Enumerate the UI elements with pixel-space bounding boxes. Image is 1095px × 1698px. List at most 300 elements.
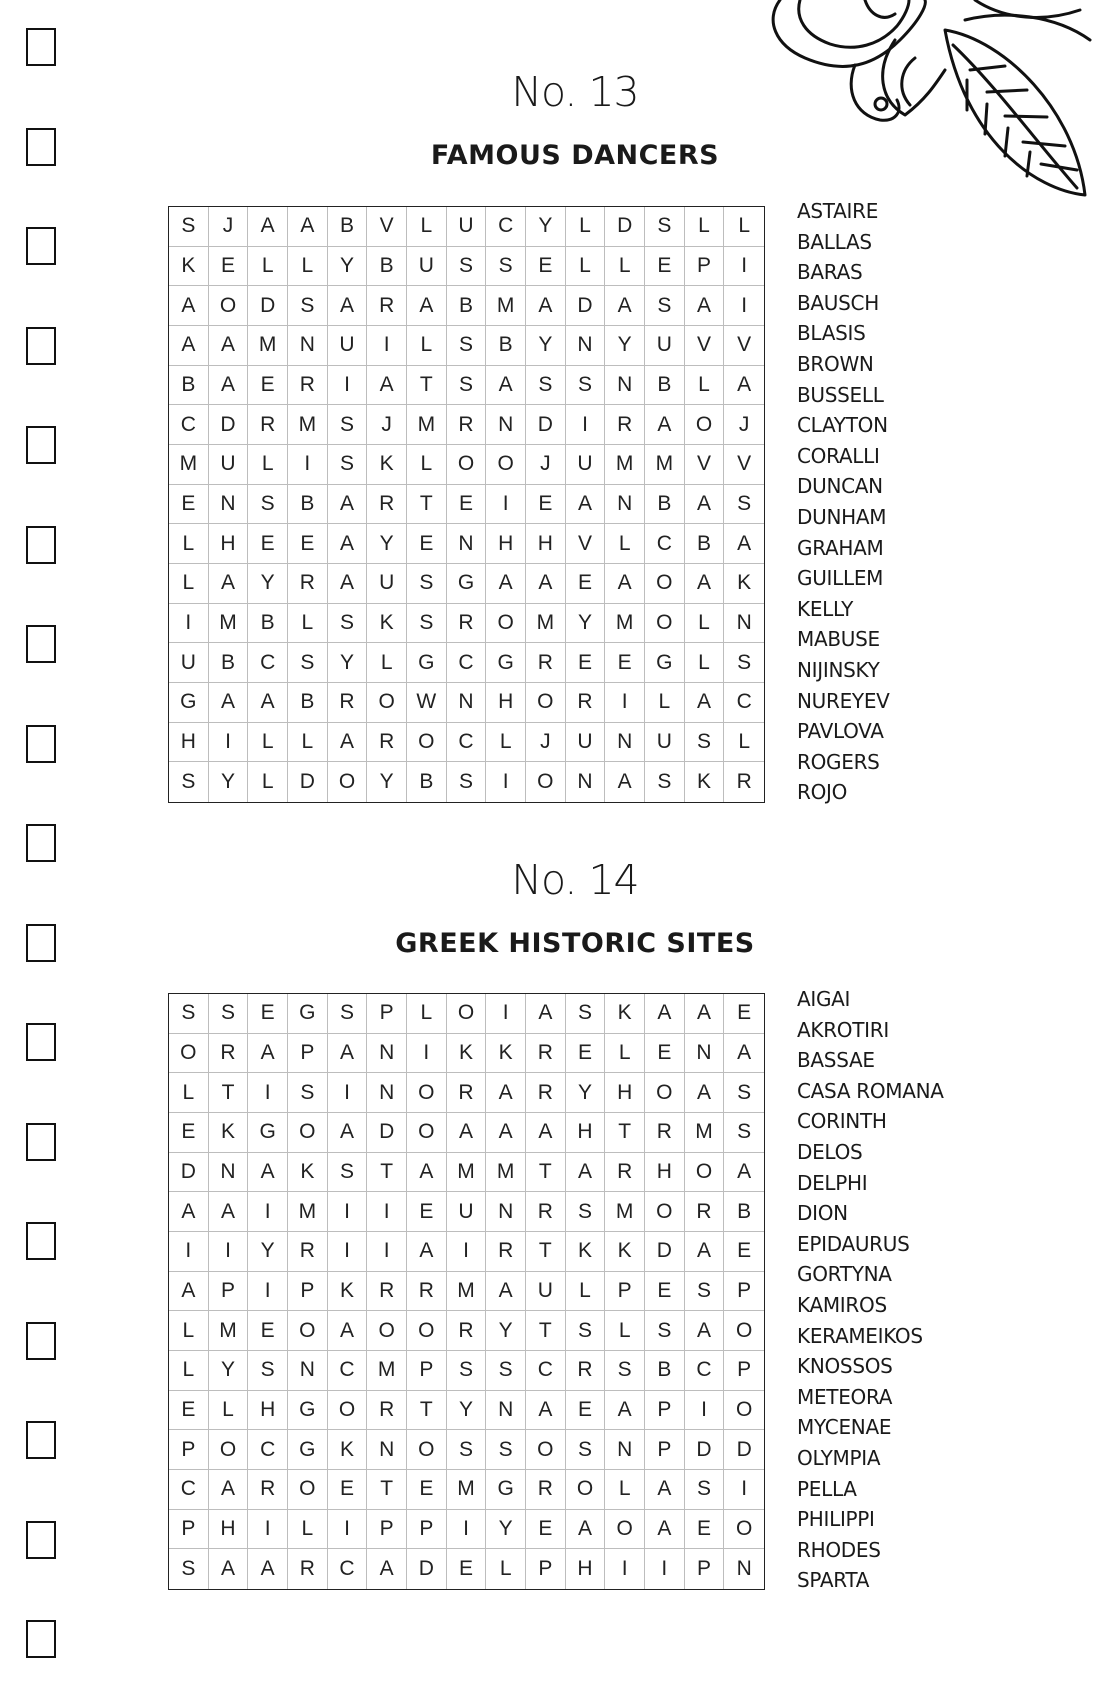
grid-cell[interactable]: N xyxy=(486,1391,526,1431)
puzzle-checkbox[interactable] xyxy=(26,28,56,66)
grid-cell[interactable]: A xyxy=(407,1153,447,1193)
grid-cell[interactable]: T xyxy=(526,1153,566,1193)
grid-cell[interactable]: Y xyxy=(526,326,566,366)
grid-cell[interactable]: A xyxy=(209,326,249,366)
grid-cell[interactable]: Y xyxy=(605,326,645,366)
grid-cell[interactable]: L xyxy=(407,326,447,366)
grid-cell[interactable]: B xyxy=(169,366,209,406)
grid-cell[interactable]: S xyxy=(169,762,209,802)
grid-cell[interactable]: N xyxy=(367,1073,407,1113)
grid-cell[interactable]: G xyxy=(288,994,328,1034)
grid-cell[interactable]: O xyxy=(605,1510,645,1550)
grid-cell[interactable]: A xyxy=(248,1549,288,1589)
grid-cell[interactable]: S xyxy=(724,643,764,683)
grid-cell[interactable]: A xyxy=(367,1549,407,1589)
grid-cell[interactable]: I xyxy=(328,1073,368,1113)
grid-cell[interactable]: L xyxy=(288,723,328,763)
grid-cell[interactable]: R xyxy=(407,1272,447,1312)
grid-cell[interactable]: N xyxy=(685,1034,725,1074)
grid-cell[interactable]: C xyxy=(685,1351,725,1391)
grid-cell[interactable]: L xyxy=(248,723,288,763)
grid-cell[interactable]: S xyxy=(288,1073,328,1113)
grid-cell[interactable]: A xyxy=(605,762,645,802)
grid-cell[interactable]: J xyxy=(526,445,566,485)
grid-cell[interactable]: I xyxy=(169,1232,209,1272)
grid-cell[interactable]: R xyxy=(367,485,407,525)
grid-cell[interactable]: O xyxy=(447,445,487,485)
grid-cell[interactable]: I xyxy=(328,366,368,406)
grid-cell[interactable]: U xyxy=(447,1192,487,1232)
grid-cell[interactable]: N xyxy=(605,1430,645,1470)
grid-cell[interactable]: P xyxy=(169,1510,209,1550)
grid-cell[interactable]: B xyxy=(486,326,526,366)
grid-cell[interactable]: A xyxy=(645,1470,685,1510)
grid-cell[interactable]: O xyxy=(685,1153,725,1193)
grid-cell[interactable]: A xyxy=(645,405,685,445)
grid-cell[interactable]: E xyxy=(169,1113,209,1153)
grid-cell[interactable]: O xyxy=(328,1391,368,1431)
grid-cell[interactable]: L xyxy=(169,524,209,564)
puzzle-checkbox[interactable] xyxy=(26,1620,56,1658)
grid-cell[interactable]: A xyxy=(685,1073,725,1113)
grid-cell[interactable]: E xyxy=(685,1510,725,1550)
grid-cell[interactable]: K xyxy=(169,247,209,287)
grid-cell[interactable]: U xyxy=(328,326,368,366)
grid-cell[interactable]: B xyxy=(407,762,447,802)
grid-cell[interactable]: R xyxy=(447,405,487,445)
grid-cell[interactable]: L xyxy=(248,762,288,802)
grid-cell[interactable]: M xyxy=(288,1192,328,1232)
grid-cell[interactable]: K xyxy=(209,1113,249,1153)
grid-cell[interactable]: N xyxy=(486,405,526,445)
grid-cell[interactable]: S xyxy=(526,366,566,406)
grid-cell[interactable]: I xyxy=(328,1232,368,1272)
puzzle-checkbox[interactable] xyxy=(26,1421,56,1459)
puzzle-checkbox[interactable] xyxy=(26,1521,56,1559)
grid-cell[interactable]: U xyxy=(209,445,249,485)
grid-cell[interactable]: M xyxy=(486,286,526,326)
grid-cell[interactable]: S xyxy=(486,1351,526,1391)
grid-cell[interactable]: A xyxy=(169,326,209,366)
grid-cell[interactable]: O xyxy=(486,445,526,485)
grid-cell[interactable]: H xyxy=(526,524,566,564)
grid-cell[interactable]: A xyxy=(209,1192,249,1232)
grid-cell[interactable]: R xyxy=(367,1272,407,1312)
grid-cell[interactable]: L xyxy=(407,994,447,1034)
grid-cell[interactable]: Y xyxy=(367,762,407,802)
grid-cell[interactable]: R xyxy=(328,683,368,723)
grid-cell[interactable]: N xyxy=(566,762,606,802)
grid-cell[interactable]: P xyxy=(685,247,725,287)
grid-cell[interactable]: K xyxy=(566,1232,606,1272)
grid-cell[interactable]: N xyxy=(367,1034,407,1074)
grid-cell[interactable]: M xyxy=(685,1113,725,1153)
grid-cell[interactable]: G xyxy=(407,643,447,683)
grid-cell[interactable]: S xyxy=(566,1311,606,1351)
grid-cell[interactable]: O xyxy=(724,1510,764,1550)
grid-cell[interactable]: M xyxy=(447,1272,487,1312)
grid-cell[interactable]: E xyxy=(328,1470,368,1510)
grid-cell[interactable]: E xyxy=(526,1510,566,1550)
grid-cell[interactable]: D xyxy=(248,286,288,326)
grid-cell[interactable]: W xyxy=(407,683,447,723)
grid-cell[interactable]: P xyxy=(645,1430,685,1470)
grid-cell[interactable]: A xyxy=(724,366,764,406)
grid-cell[interactable]: P xyxy=(724,1272,764,1312)
grid-cell[interactable]: M xyxy=(367,1351,407,1391)
grid-cell[interactable]: I xyxy=(367,1232,407,1272)
grid-cell[interactable]: P xyxy=(605,1272,645,1312)
grid-cell[interactable]: A xyxy=(407,286,447,326)
grid-cell[interactable]: I xyxy=(486,994,526,1034)
grid-cell[interactable]: Y xyxy=(328,643,368,683)
grid-cell[interactable]: I xyxy=(486,762,526,802)
grid-cell[interactable]: R xyxy=(526,1073,566,1113)
grid-cell[interactable]: R xyxy=(367,723,407,763)
grid-cell[interactable]: O xyxy=(566,1470,606,1510)
grid-cell[interactable]: H xyxy=(209,1510,249,1550)
grid-cell[interactable]: Y xyxy=(209,762,249,802)
grid-cell[interactable]: A xyxy=(486,1113,526,1153)
grid-cell[interactable]: E xyxy=(407,1470,447,1510)
grid-cell[interactable]: A xyxy=(169,286,209,326)
grid-cell[interactable]: I xyxy=(328,1510,368,1550)
grid-cell[interactable]: I xyxy=(645,1549,685,1589)
grid-cell[interactable]: R xyxy=(566,1351,606,1391)
grid-cell[interactable]: L xyxy=(288,604,328,644)
grid-cell[interactable]: K xyxy=(447,1034,487,1074)
grid-cell[interactable]: V xyxy=(685,326,725,366)
grid-cell[interactable]: O xyxy=(526,1430,566,1470)
grid-cell[interactable]: L xyxy=(605,524,645,564)
grid-cell[interactable]: S xyxy=(328,604,368,644)
grid-cell[interactable]: A xyxy=(526,994,566,1034)
grid-cell[interactable]: R xyxy=(248,405,288,445)
grid-cell[interactable]: B xyxy=(645,1351,685,1391)
grid-cell[interactable]: E xyxy=(407,1192,447,1232)
grid-cell[interactable]: M xyxy=(169,445,209,485)
grid-cell[interactable]: S xyxy=(248,1351,288,1391)
grid-cell[interactable]: R xyxy=(526,1034,566,1074)
grid-cell[interactable]: S xyxy=(328,405,368,445)
grid-cell[interactable]: I xyxy=(209,1232,249,1272)
grid-cell[interactable]: A xyxy=(209,366,249,406)
grid-cell[interactable]: E xyxy=(169,485,209,525)
grid-cell[interactable]: O xyxy=(645,1192,685,1232)
grid-cell[interactable]: S xyxy=(645,207,685,247)
grid-cell[interactable]: A xyxy=(248,1034,288,1074)
grid-cell[interactable]: E xyxy=(288,524,328,564)
grid-cell[interactable]: A xyxy=(566,1153,606,1193)
grid-cell[interactable]: B xyxy=(447,286,487,326)
grid-cell[interactable]: L xyxy=(407,207,447,247)
grid-cell[interactable]: O xyxy=(209,286,249,326)
grid-cell[interactable]: H xyxy=(645,1153,685,1193)
grid-cell[interactable]: A xyxy=(645,1510,685,1550)
grid-cell[interactable]: P xyxy=(288,1034,328,1074)
grid-cell[interactable]: C xyxy=(169,1470,209,1510)
grid-cell[interactable]: A xyxy=(724,524,764,564)
grid-cell[interactable]: C xyxy=(447,723,487,763)
grid-cell[interactable]: A xyxy=(169,1192,209,1232)
grid-cell[interactable]: L xyxy=(566,247,606,287)
grid-cell[interactable]: R xyxy=(486,1232,526,1272)
grid-cell[interactable]: S xyxy=(486,1430,526,1470)
grid-cell[interactable]: R xyxy=(736,770,752,794)
grid-cell[interactable]: L xyxy=(288,247,328,287)
grid-cell[interactable]: L xyxy=(169,1351,209,1391)
grid-cell[interactable]: R xyxy=(288,1549,328,1589)
grid-cell[interactable]: T xyxy=(209,1073,249,1113)
grid-cell[interactable]: N xyxy=(605,366,645,406)
grid-cell[interactable]: G xyxy=(248,1113,288,1153)
grid-cell[interactable]: O xyxy=(407,1311,447,1351)
grid-cell[interactable]: E xyxy=(248,994,288,1034)
grid-cell[interactable]: C xyxy=(447,643,487,683)
grid-cell[interactable]: P xyxy=(526,1549,566,1589)
grid-cell[interactable]: B xyxy=(209,643,249,683)
grid-cell[interactable]: K xyxy=(328,1272,368,1312)
grid-cell[interactable]: P xyxy=(645,1391,685,1431)
grid-cell[interactable]: I xyxy=(248,1073,288,1113)
grid-cell[interactable]: O xyxy=(209,1430,249,1470)
grid-cell[interactable]: B xyxy=(685,524,725,564)
grid-cell[interactable]: S xyxy=(288,286,328,326)
grid-cell[interactable]: S xyxy=(566,1430,606,1470)
grid-cell[interactable]: R xyxy=(685,1192,725,1232)
grid-cell[interactable]: S xyxy=(566,366,606,406)
grid-cell[interactable]: M xyxy=(209,604,249,644)
grid-cell[interactable]: A xyxy=(248,683,288,723)
grid-cell[interactable]: O xyxy=(367,1311,407,1351)
grid-cell[interactable]: T xyxy=(526,1232,566,1272)
grid-cell[interactable]: D xyxy=(288,762,328,802)
puzzle-checkbox[interactable] xyxy=(26,426,56,464)
puzzle-checkbox[interactable] xyxy=(26,1023,56,1061)
grid-cell[interactable]: E xyxy=(447,1549,487,1589)
grid-cell[interactable]: A xyxy=(209,683,249,723)
grid-cell[interactable]: O xyxy=(724,1391,764,1431)
grid-cell[interactable]: L xyxy=(169,1073,209,1113)
grid-cell[interactable]: A xyxy=(169,1272,209,1312)
puzzle-checkbox[interactable] xyxy=(26,526,56,564)
grid-cell[interactable]: S xyxy=(328,445,368,485)
grid-cell[interactable]: A xyxy=(526,1391,566,1431)
grid-cell[interactable]: A xyxy=(328,286,368,326)
grid-cell[interactable]: E xyxy=(407,524,447,564)
grid-cell[interactable]: M xyxy=(407,405,447,445)
grid-cell[interactable]: O xyxy=(526,683,566,723)
grid-cell[interactable]: A xyxy=(486,1073,526,1113)
grid-cell[interactable]: K xyxy=(605,994,645,1034)
grid-cell[interactable]: N xyxy=(367,1430,407,1470)
grid-cell[interactable]: O xyxy=(447,994,487,1034)
grid-cell[interactable]: H xyxy=(248,1391,288,1431)
grid-cell[interactable]: L xyxy=(605,1034,645,1074)
grid-cell[interactable]: L xyxy=(605,1470,645,1510)
grid-cell[interactable]: R xyxy=(209,1034,249,1074)
grid-cell[interactable]: C xyxy=(486,207,526,247)
grid-cell[interactable]: I xyxy=(209,723,249,763)
grid-cell[interactable]: A xyxy=(328,1311,368,1351)
grid-cell[interactable]: A xyxy=(685,286,725,326)
grid-cell[interactable]: S xyxy=(447,326,487,366)
grid-cell[interactable]: K xyxy=(605,1232,645,1272)
grid-cell[interactable]: M xyxy=(447,1470,487,1510)
grid-cell[interactable]: A xyxy=(328,1113,368,1153)
grid-cell[interactable]: O xyxy=(288,1311,328,1351)
grid-cell[interactable]: O xyxy=(486,604,526,644)
grid-cell[interactable]: L xyxy=(724,207,764,247)
grid-cell[interactable]: O xyxy=(526,762,566,802)
grid-cell[interactable]: L xyxy=(566,207,606,247)
grid-cell[interactable]: U xyxy=(566,445,606,485)
grid-cell[interactable]: E xyxy=(566,564,606,604)
grid-cell[interactable]: S xyxy=(724,485,764,525)
grid-cell[interactable]: G xyxy=(288,1391,328,1431)
grid-cell[interactable]: E xyxy=(566,1391,606,1431)
grid-cell[interactable]: A xyxy=(645,994,685,1034)
grid-cell[interactable]: A xyxy=(685,485,725,525)
grid-cell[interactable]: N xyxy=(209,485,249,525)
grid-cell[interactable]: Y xyxy=(566,604,606,644)
grid-cell[interactable]: L xyxy=(685,207,725,247)
grid-cell[interactable]: D xyxy=(724,1430,764,1470)
grid-cell[interactable]: D xyxy=(566,286,606,326)
grid-cell[interactable]: V xyxy=(724,326,764,366)
grid-cell[interactable]: B xyxy=(645,366,685,406)
grid-cell[interactable]: R xyxy=(367,1391,407,1431)
grid-cell[interactable]: O xyxy=(407,1073,447,1113)
grid-cell[interactable]: Y xyxy=(526,207,566,247)
grid-cell[interactable]: N xyxy=(605,723,645,763)
grid-cell[interactable]: J xyxy=(209,207,249,247)
grid-cell[interactable]: I xyxy=(248,1510,288,1550)
grid-cell[interactable]: M xyxy=(209,1311,249,1351)
grid-cell[interactable]: S xyxy=(248,485,288,525)
grid-cell[interactable]: R xyxy=(447,604,487,644)
grid-cell[interactable]: S xyxy=(447,1351,487,1391)
grid-cell[interactable]: E xyxy=(526,247,566,287)
grid-cell[interactable]: R xyxy=(447,1311,487,1351)
grid-cell[interactable]: A xyxy=(328,564,368,604)
puzzle-checkbox[interactable] xyxy=(26,1222,56,1260)
grid-cell[interactable]: E xyxy=(248,524,288,564)
grid-cell[interactable]: R xyxy=(447,1073,487,1113)
grid-cell[interactable]: R xyxy=(248,1470,288,1510)
grid-cell[interactable]: E xyxy=(169,1391,209,1431)
grid-cell[interactable]: O xyxy=(685,405,725,445)
puzzle-checkbox[interactable] xyxy=(26,725,56,763)
grid-cell[interactable]: O xyxy=(645,604,685,644)
grid-cell[interactable]: R xyxy=(526,643,566,683)
grid-cell[interactable]: K xyxy=(328,1430,368,1470)
grid-cell[interactable]: S xyxy=(724,1113,764,1153)
grid-cell[interactable]: E xyxy=(209,247,249,287)
grid-cell[interactable]: N xyxy=(288,1351,328,1391)
grid-cell[interactable]: R xyxy=(566,683,606,723)
grid-cell[interactable]: N xyxy=(447,524,487,564)
grid-cell[interactable]: I xyxy=(367,1192,407,1232)
grid-cell[interactable]: M xyxy=(605,1192,645,1232)
grid-cell[interactable]: S xyxy=(447,247,487,287)
grid-cell[interactable]: A xyxy=(486,564,526,604)
grid-cell[interactable]: A xyxy=(407,1232,447,1272)
grid-cell[interactable]: I xyxy=(447,1232,487,1272)
grid-cell[interactable]: R xyxy=(526,1470,566,1510)
grid-cell[interactable]: A xyxy=(605,1391,645,1431)
grid-cell[interactable]: I xyxy=(367,326,407,366)
grid-cell[interactable]: U xyxy=(526,1272,566,1312)
grid-cell[interactable]: B xyxy=(367,247,407,287)
grid-cell[interactable]: C xyxy=(328,1549,368,1589)
grid-cell[interactable]: U xyxy=(367,564,407,604)
grid-cell[interactable]: E xyxy=(566,643,606,683)
grid-cell[interactable]: T xyxy=(407,485,447,525)
grid-cell[interactable]: Y xyxy=(367,524,407,564)
grid-cell[interactable]: U xyxy=(447,207,487,247)
grid-cell[interactable]: A xyxy=(724,1034,764,1074)
grid-cell[interactable]: G xyxy=(169,683,209,723)
grid-cell[interactable]: T xyxy=(407,366,447,406)
grid-cell[interactable]: H xyxy=(486,683,526,723)
grid-cell[interactable]: S xyxy=(328,1153,368,1193)
grid-cell[interactable]: A xyxy=(566,1510,606,1550)
grid-cell[interactable]: D xyxy=(685,1430,725,1470)
grid-cell[interactable]: A xyxy=(328,524,368,564)
grid-cell[interactable]: R xyxy=(288,564,328,604)
grid-cell[interactable]: A xyxy=(685,1232,725,1272)
grid-cell[interactable]: P xyxy=(367,1510,407,1550)
grid-cell[interactable]: A xyxy=(328,485,368,525)
grid-cell[interactable]: Y xyxy=(328,247,368,287)
grid-cell[interactable]: O xyxy=(724,1311,764,1351)
grid-cell[interactable]: B xyxy=(288,683,328,723)
grid-cell[interactable]: O xyxy=(328,762,368,802)
grid-cell[interactable]: N xyxy=(724,604,764,644)
grid-cell[interactable]: S xyxy=(447,762,487,802)
grid-cell[interactable]: I xyxy=(605,1549,645,1589)
grid-cell[interactable]: N xyxy=(566,326,606,366)
grid-cell[interactable]: U xyxy=(566,723,606,763)
grid-cell[interactable]: I xyxy=(169,604,209,644)
grid-cell[interactable]: N xyxy=(447,683,487,723)
grid-cell[interactable]: E xyxy=(566,1034,606,1074)
grid-cell[interactable]: L xyxy=(169,1311,209,1351)
grid-cell[interactable]: P xyxy=(407,1351,447,1391)
grid-cell[interactable]: L xyxy=(169,564,209,604)
grid-cell[interactable]: C xyxy=(724,683,764,723)
grid-cell[interactable]: A xyxy=(605,564,645,604)
grid-cell[interactable]: A xyxy=(526,1113,566,1153)
grid-cell[interactable]: S xyxy=(209,994,249,1034)
grid-cell[interactable]: Y xyxy=(209,1351,249,1391)
grid-cell[interactable]: C xyxy=(248,1430,288,1470)
grid-cell[interactable]: I xyxy=(685,1391,725,1431)
grid-cell[interactable]: A xyxy=(248,1153,288,1193)
grid-cell[interactable]: R xyxy=(288,1232,328,1272)
grid-cell[interactable]: A xyxy=(248,207,288,247)
grid-cell[interactable]: I xyxy=(288,445,328,485)
grid-cell[interactable]: S xyxy=(169,994,209,1034)
grid-cell[interactable]: H xyxy=(605,1073,645,1113)
grid-cell[interactable]: S xyxy=(685,1470,725,1510)
grid-cell[interactable]: S xyxy=(685,1272,725,1312)
grid-cell[interactable]: M xyxy=(447,1153,487,1193)
grid-cell[interactable]: G xyxy=(486,643,526,683)
grid-cell[interactable]: L xyxy=(486,1549,526,1589)
grid-cell[interactable]: M xyxy=(605,445,645,485)
